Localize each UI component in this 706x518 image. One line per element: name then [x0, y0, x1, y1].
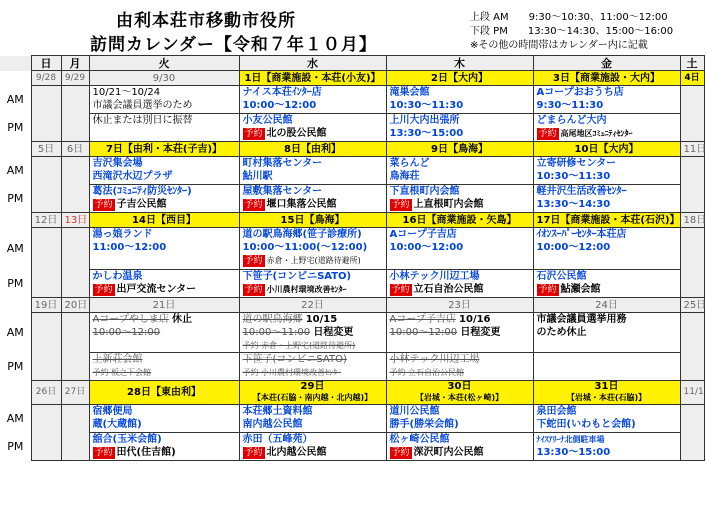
cell-w4-tue-pm: 上新荘会館 予約 板之下会館: [89, 353, 239, 381]
cell-w3-fri-am: ｲｵﾝｽｰﾊﾟｰｾﾝﾀｰ本荘店 10:00～12:00: [533, 228, 680, 270]
cell-w4-fri-am: 市議会議員選挙用務 のため休止: [533, 313, 680, 353]
cell-w5-thu-am: 道川公民館 勝手(勝栄会館): [386, 405, 533, 433]
cell-w5-fri-pm: ﾅｲｽｱﾘｰﾅ北側駐車場 13:30～15:00: [533, 433, 680, 461]
cell-w3-fri-pm: 石沢公民館 予約 鮎瀬会館: [533, 270, 680, 298]
cell-w1-thu-pm: 上川大内出張所 13:30～15:00: [386, 114, 533, 142]
cell-w5-fri-am: 泉田会館 下蛇田(いわもと会館): [533, 405, 680, 433]
cell-w3-wed-am: 道の駅鳥海郷(笹子診療所) 10:00～11:00(～12:00) 予約 赤倉・上野宅(道路待避所): [239, 228, 386, 270]
cell-w2-thu-am: 菜らんど 鳥海荘: [386, 157, 533, 185]
cell-w3-thu-am: Aコープ子吉店 10:00～12:00: [386, 228, 533, 270]
weekday-wed: 水: [239, 56, 386, 71]
calendar-header: [0, 0, 690, 55]
cell-w2-fri-am: 立寄研修センター 10:30～11:30: [533, 157, 680, 185]
pm-row: PM かしわ温泉 予約 出戸交流センター 下笹子(コンビニSATO) 予約 小川農村環境改善ｾﾝﾀｰ 小林テック川辺工場 予約 立石自治公民館 石沢公民館 予約 鮎瀬会館: [0, 270, 704, 298]
cell-w3-tue-am: 湯っ娘ランド 11:00～12:00: [89, 228, 239, 270]
am-row: AM 宿郷便局 蔵(大蔵館) 本荘郷土資料館 南内越公民館 道川公民館 勝手(勝栄会館) 泉田会館 下蛇田(いわもと会館): [0, 405, 704, 433]
cell-w1-fri-am: Aコープおおうち店 9:30～11:30: [533, 86, 680, 114]
cell-w2-tue-pm: 葛法(ｺﾐｭﾆﾃｨ防災ｾﾝﾀｰ) 予約 子吉公民館: [89, 185, 239, 213]
cell-w5-tue-pm: 舘合(玉米会館) 予約 田代(住吉館): [89, 433, 239, 461]
cell-w1-thu-am: 滝巣会館 10:30～11:30: [386, 86, 533, 114]
cell-w4-thu-am: Aコープ子吉店 10/16 10:00～12:00 日程変更: [386, 313, 533, 353]
weekday-sat: 土: [680, 56, 704, 71]
cell-w4-tue-am: Aコープやしま店 休止 10:00～12:00: [89, 313, 239, 353]
pm-row: PM 上新荘会館 予約 板之下会館 下笹子(コンビニSATO) 予約 小川農村環境改善ｾﾝﾀｰ 小林テック川辺工場 予約 立石自治公民館: [0, 353, 704, 381]
cell-w2-tue-am: 吉沢集会場 西滝沢水辺プラザ: [89, 157, 239, 185]
date-row: 26日 27日 28日【東由利】 29日 【本荘(石脇・南内越・北内越)】 30日 【岩城・本荘(松ヶ崎)】 31日 【岩城・本荘(石脇)】 11/1: [0, 381, 704, 405]
cell-w1-wed-am: ナイス本荘ｲﾝﾀｰ店 10:00～12:00: [239, 86, 386, 114]
cell-w4-wed-am: 道の駅鳥海郷 10/15 10:00～11:00 日程変更 予約 赤倉・上野宅(道路待避所): [239, 313, 386, 353]
weekday-thu: 木: [386, 56, 533, 71]
am-row: AM 吉沢集会場 西滝沢水辺プラザ 町村集落センター 鮎川駅 菜らんど 鳥海荘 立寄研修センター 10:30～11:30: [0, 157, 704, 185]
cell-w1-tue-pm: 休止または別日に振替: [89, 114, 239, 142]
cell-w2-thu-pm: 下直根町内会館 予約 上直根町内会館: [386, 185, 533, 213]
cell-w4-wed-pm: 下笹子(コンビニSATO) 予約 小川農村環境改善ｾﾝﾀｰ: [239, 353, 386, 381]
reservation-badge: 予約: [538, 129, 557, 139]
schedule-note-pm: 下段 PM 13:30～14:30、15:00～16:00: [470, 26, 674, 37]
cell-w5-tue-am: 宿郷便局 蔵(大蔵館): [89, 405, 239, 433]
cell-w2-wed-am: 町村集落センター 鮎川駅: [239, 157, 386, 185]
cell-w1-fri-pm: どまらんど大内 予約 高尾地区ｺﾐｭﾆﾃｨｾﾝﾀｰ: [533, 114, 680, 142]
cell-w5-wed-pm: 赤田（五峰苑） 予約 北内越公民館: [239, 433, 386, 461]
pm-row: PM 休止または別日に振替 小友公民館 予約 北の股公民館 上川大内出張所 13:30～15:00 どまらんど大内 予約 高尾地区ｺﾐｭﾆﾃｨｾﾝﾀｰ: [0, 114, 704, 142]
weekday-tue: 火: [89, 56, 239, 71]
cell-w4-fri-pm: [533, 353, 680, 381]
reservation-badge: 予約: [244, 129, 263, 139]
weekday-sun: 日: [31, 56, 61, 71]
weekday-fri: 金: [533, 56, 680, 71]
page-title: 由利本荘市移動市役所: [116, 11, 296, 31]
cell-w2-wed-pm: 屋敷集落センター 予約 堰口集落公民館: [239, 185, 386, 213]
weekday-mon: 月: [61, 56, 89, 71]
cell-w1-tue-am: 10/21～10/24 市議会議員選挙のため: [89, 86, 239, 114]
pm-row: PM 舘合(玉米会館) 予約 田代(住吉館) 赤田（五峰苑） 予約 北内越公民館 松ヶ崎公民館 予約 深沢町内公民館 ﾅｲｽｱﾘｰﾅ北側駐車場 13:30～15:00: [0, 433, 704, 461]
date-row: 19日 20日 21日 22日 23日 24日 25日: [0, 298, 704, 313]
am-row: AM 湯っ娘ランド 11:00～12:00 道の駅鳥海郷(笹子診療所) 10:00～11:00(～12:00) 予約 赤倉・上野宅(道路待避所) Aコープ子吉店 10:00～12:00 ｲｵﾝｽｰﾊﾟｰｾﾝﾀｰ本荘店 10:00～12:00: [0, 228, 704, 270]
weekday-header-row: [0, 56, 704, 71]
cell-w1-wed-pm: 小友公民館 予約 北の股公民館: [239, 114, 386, 142]
cell-w3-wed-pm: 下笹子(コンビニSATO) 予約 小川農村環境改善ｾﾝﾀｰ: [239, 270, 386, 298]
visit-calendar-table: [0, 55, 705, 461]
date-row: 9/28 9/29 9/30 1日【商業施設・本荘(小友)】 2日【大内】 3日【商業施設・大内】 4日: [0, 71, 704, 86]
cell-w5-wed-am: 本荘郷土資料館 南内越公民館: [239, 405, 386, 433]
am-row: AM 10/21～10/24 市議会議員選挙のため ナイス本荘ｲﾝﾀｰ店 10:00～12:00 滝巣会館 10:30～11:30 Aコープおおうち店 9:30～11:30: [0, 86, 704, 114]
cell-w4-thu-pm: 小林テック川辺工場 予約 立石自治公民館: [386, 353, 533, 381]
schedule-note-other: ※その他の時間帯はカレンダー内に記載: [470, 40, 648, 51]
date-row: 12日 13日 14日【西目】 15日【鳥海】 16日【商業施設・矢島】 17日【商業施設・本荘(石沢)】 18日: [0, 213, 704, 228]
page-subtitle: 訪問カレンダー【令和７年１０月】: [90, 35, 377, 55]
cell-w3-thu-pm: 小林テック川辺工場 予約 立石自治公民館: [386, 270, 533, 298]
schedule-note-am: 上段 AM 9:30～10:30、11:00～12:00: [470, 12, 668, 23]
am-row: AM Aコープやしま店 休止 10:00～12:00 道の駅鳥海郷 10/15 10:00～11:00 日程変更 予約 赤倉・上野宅(道路待避所) Aコープ子吉店 10/16 10:00～12:00 日程変更 市議会議員選挙用務 のため休止: [0, 313, 704, 353]
pm-row: PM 葛法(ｺﾐｭﾆﾃｨ防災ｾﾝﾀｰ) 予約 子吉公民館 屋敷集落センター 予約 堰口集落公民館 下直根町内会館 予約 上直根町内会館 軽井沢生活改善ｾﾝﾀｰ 13:30～14:30: [0, 185, 704, 213]
cell-w3-tue-pm: かしわ温泉 予約 出戸交流センター: [89, 270, 239, 298]
cell-w5-thu-pm: 松ヶ崎公民館 予約 深沢町内公民館: [386, 433, 533, 461]
cell-w2-fri-pm: 軽井沢生活改善ｾﾝﾀｰ 13:30～14:30: [533, 185, 680, 213]
date-row: 5日 6日 7日【由利・本荘(子吉)】 8日【由利】 9日【鳥海】 10日【大内】 11日: [0, 142, 704, 157]
